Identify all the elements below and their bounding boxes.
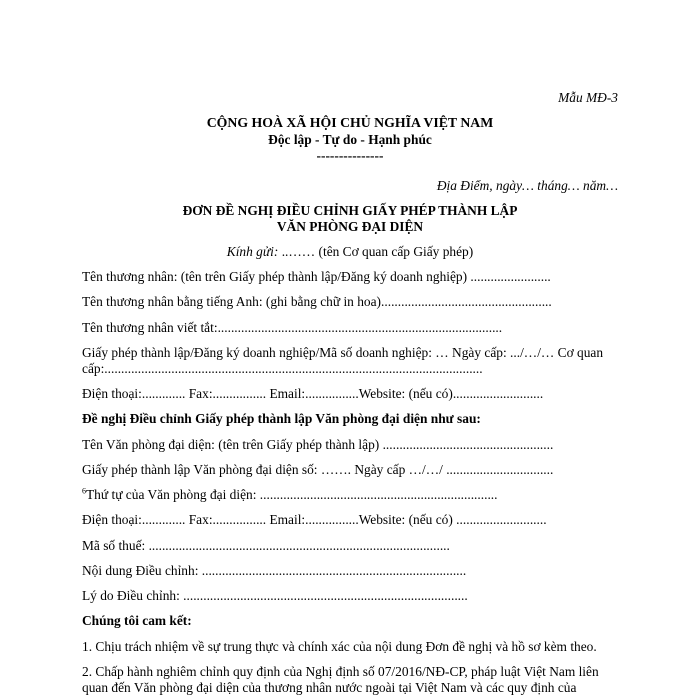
commitment-heading: Chúng tôi cam kết: bbox=[82, 613, 192, 628]
nation-heading: CỘNG HOÀ XÃ HỘI CHỦ NGHĨA VIỆT NAM bbox=[206, 115, 494, 130]
motto: Độc lập - Tự do - Hạnh phúc bbox=[268, 132, 432, 147]
trader-abbr-field: Tên thương nhân viết tắt:..................................................................................... bbox=[82, 320, 503, 335]
title-line-2: VĂN PHÒNG ĐẠI DIỆN bbox=[276, 219, 424, 234]
place-date: Địa Điểm, ngày… tháng… năm… bbox=[436, 178, 618, 193]
office-order-text: Thứ tự của Văn phòng đại diện: ....................................................................... bbox=[86, 487, 498, 502]
commitment-item-2-line-1: 2. Chấp hành nghiêm chỉnh quy định của Nghị định số 07/2016/NĐ-CP, pháp luật Việt Nam liên bbox=[82, 664, 599, 679]
tax-code-field: Mã số thuế: .......................................................................................... bbox=[82, 538, 450, 553]
form-code: Mẫu MĐ-3 bbox=[558, 90, 618, 105]
office-license-field: Giấy phép thành lập Văn phòng đại diện số: ……. Ngày cấp …/…/ ................................ bbox=[82, 462, 554, 477]
trader-name-field: Tên thương nhân: (tên trên Giấy phép thành lập/Đăng ký doanh nghiệp) ........................ bbox=[82, 269, 551, 284]
addressee-value: ..…… (tên Cơ quan cấp Giấy phép) bbox=[278, 244, 474, 259]
adjust-content-field: Nội dung Điều chỉnh: ............................................................................... bbox=[82, 563, 467, 578]
trader-contact-field: Điện thoại:............. Fax:................ Email:................Website: (nếu có)........................... bbox=[82, 386, 544, 401]
adjust-reason-field: Lý do Điều chỉnh: ..................................................................................... bbox=[82, 588, 468, 603]
commitment-item-1: 1. Chịu trách nhiệm về sự trung thực và chính xác của nội dung Đơn đề nghị và hồ sơ kèm theo. bbox=[82, 639, 597, 654]
commitment-item-2-line-2: quan đến Văn phòng đại diện của thương nhân nước ngoài tại Việt Nam và các quy định của bbox=[82, 680, 577, 695]
header-divider: --------------- bbox=[316, 148, 384, 163]
addressee bbox=[0, 244, 700, 260]
trader-name-en-field: Tên thương nhân bằng tiếng Anh: (ghi bằng chữ in hoa)................................................... bbox=[82, 294, 552, 309]
footnote-marker: 6 bbox=[82, 486, 86, 496]
title-line-1: ĐƠN ĐỀ NGHỊ ĐIỀU CHỈNH GIẤY PHÉP THÀNH LẬP bbox=[182, 203, 518, 218]
section-request-heading: Đề nghị Điều chỉnh Giấy phép thành lập Văn phòng đại diện như sau: bbox=[82, 411, 481, 426]
license-field-line-1: Giấy phép thành lập/Đăng ký doanh nghiệp/Mã số doanh nghiệp: … Ngày cấp: .../…/… Cơ quan bbox=[82, 345, 604, 360]
license-field-line-2: cấp:................................................................................................................. bbox=[82, 361, 483, 376]
addressee-label: Kính gửi: bbox=[226, 244, 279, 259]
office-name-field: Tên Văn phòng đại diện: (tên trên Giấy phép thành lập) ................................................... bbox=[82, 437, 554, 452]
office-contact-field: Điện thoại:............. Fax:................ Email:................Website: (nếu có) ........................... bbox=[82, 512, 547, 527]
office-order-field bbox=[82, 487, 498, 503]
